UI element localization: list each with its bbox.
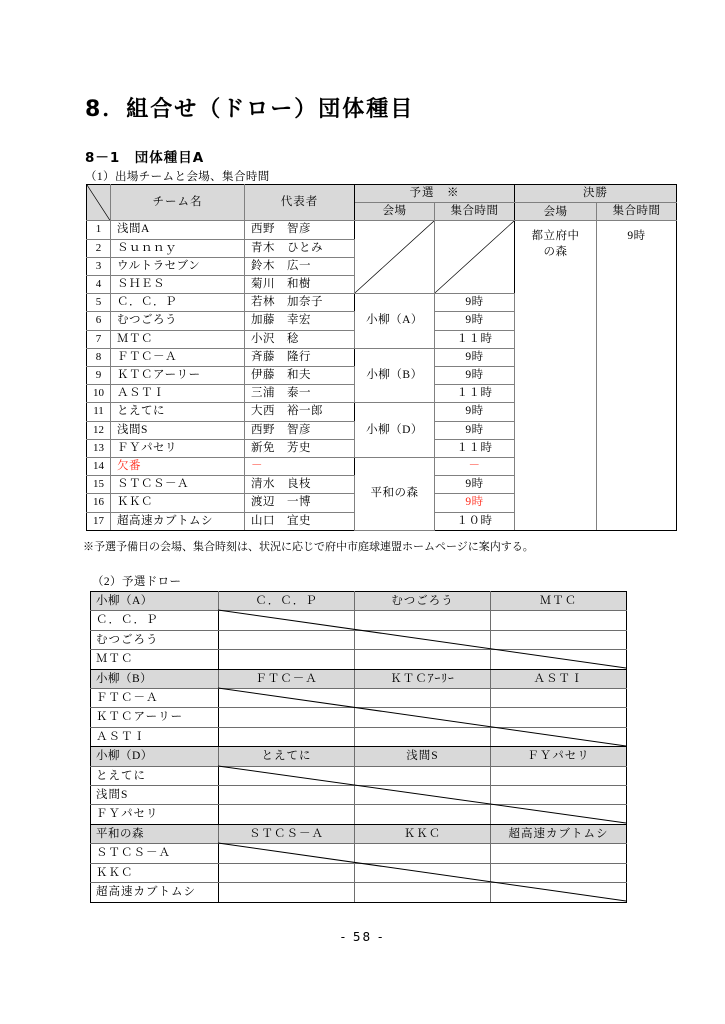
draw-row-label: 浅間S (91, 786, 219, 805)
row-team-name: ＡＳＴＩ (111, 385, 245, 403)
draw-result-cell[interactable] (355, 786, 491, 805)
draw-matrix-row (91, 630, 627, 649)
row-number: 10 (87, 385, 111, 403)
draw-result-cell[interactable] (491, 805, 627, 824)
draw-result-cell[interactable] (219, 689, 355, 708)
row-team-name: むつごろう (111, 312, 245, 330)
prelim-venue-na (355, 221, 435, 294)
prelim-reserve-note: ※予選予備日の会場、集合時刻は、状況に応じで府中市庭球連盟ホームページに案内する。 (83, 541, 534, 553)
draw-column-header: とえてに (219, 747, 355, 766)
row-team-name: ＫＫＣ (111, 494, 245, 512)
draw-group-header-row (91, 824, 627, 843)
header-final-venue: 会場 (515, 203, 597, 221)
draw-group-name: 小柳（A） (91, 592, 219, 611)
row-number: 15 (87, 476, 111, 494)
draw-matrix-row (91, 708, 627, 727)
row-representative: 西野 智彦 (245, 221, 355, 239)
draw-result-cell[interactable] (491, 689, 627, 708)
draw-matrix-row (91, 863, 627, 882)
row-team-name: ＫＴＣアーリー (111, 367, 245, 385)
row-number: 6 (87, 312, 111, 330)
draw-result-cell[interactable] (491, 727, 627, 746)
teams-venue-table (86, 184, 677, 531)
row-representative: 菊川 和樹 (245, 276, 355, 294)
draw-matrix-row (91, 650, 627, 669)
prelim-venue: 平和の森 (355, 458, 435, 531)
draw-result-cell[interactable] (219, 844, 355, 863)
draw-group-header-row (91, 669, 627, 688)
draw-column-header: Ｃ．Ｃ．Ｐ (219, 592, 355, 611)
draw-row-label: ＦＹパセリ (91, 805, 219, 824)
header-team-name: チーム名 (111, 185, 245, 221)
draw-matrix-row (91, 766, 627, 785)
row-representative: 渡辺 一博 (245, 494, 355, 512)
row-representative: 西野 智彦 (245, 421, 355, 439)
row-number: 12 (87, 421, 111, 439)
prelim-meeting-time: 9時 (435, 348, 515, 366)
header-final-time: 集合時間 (597, 203, 677, 221)
prelim-meeting-time: １１時 (435, 330, 515, 348)
draw-row-label: ＦＴＣ－Ａ (91, 689, 219, 708)
row-team-name: ＭＴＣ (111, 330, 245, 348)
draw-column-header: ＫＴＣｱｰﾘｰ (355, 669, 491, 688)
draw-column-header: 浅間S (355, 747, 491, 766)
row-representative: 斉藤 隆行 (245, 348, 355, 366)
row-team-name: 浅間A (111, 221, 245, 239)
draw-column-header: ＦＴＣ－Ａ (219, 669, 355, 688)
prelim-meeting-time: － (435, 458, 515, 476)
draw-result-cell[interactable] (219, 786, 355, 805)
row-number: 11 (87, 403, 111, 421)
row-number: 14 (87, 458, 111, 476)
table-row (87, 221, 677, 239)
row-representative: 新免 芳史 (245, 439, 355, 457)
draw-row-label: ＫＫＣ (91, 863, 219, 882)
row-number: 16 (87, 494, 111, 512)
draw-column-header: ＡＳＴＩ (491, 669, 627, 688)
draw-row-label: ＡＳＴＩ (91, 727, 219, 746)
row-number: 7 (87, 330, 111, 348)
row-number: 8 (87, 348, 111, 366)
draw-result-cell[interactable] (355, 844, 491, 863)
row-number: 13 (87, 439, 111, 457)
row-number: 2 (87, 239, 111, 257)
page-number: - 58 - (340, 930, 385, 944)
row-team-name: 欠番 (111, 458, 245, 476)
draw-row-label: 超高速カブトムシ (91, 883, 219, 902)
draw-result-cell[interactable] (219, 883, 355, 902)
draw-result-cell[interactable] (491, 786, 627, 805)
prelim-meeting-time: 9時 (435, 312, 515, 330)
row-representative: 大西 裕一郎 (245, 403, 355, 421)
draw-row-label: ＭＴＣ (91, 650, 219, 669)
row-team-name: ＦＹパセリ (111, 439, 245, 457)
prelim-meeting-time: １１時 (435, 385, 515, 403)
row-team-name: Ｓｕｎｎｙ (111, 239, 245, 257)
draw-result-cell[interactable] (491, 844, 627, 863)
row-representative: 山口 宜史 (245, 512, 355, 530)
draw-column-header: ＫＫＣ (355, 824, 491, 843)
draw-result-cell[interactable] (491, 708, 627, 727)
draw-result-cell[interactable] (491, 766, 627, 785)
draw-group-name: 小柳（D） (91, 747, 219, 766)
row-number: 9 (87, 367, 111, 385)
row-representative: 青木 ひとみ (245, 239, 355, 257)
draw-result-cell[interactable] (219, 863, 355, 882)
draw-column-header: ＳＴＣＳ－Ａ (219, 824, 355, 843)
prelim-time-na (435, 221, 515, 294)
draw-row-label: とえてに (91, 766, 219, 785)
draw-group-header-row (91, 592, 627, 611)
draw-column-header: ＭＴＣ (491, 592, 627, 611)
prelim-meeting-time: 9時 (435, 421, 515, 439)
draw-result-cell[interactable] (355, 611, 491, 630)
draw-result-cell[interactable] (491, 863, 627, 882)
draw-result-cell[interactable] (491, 611, 627, 630)
row-number: 17 (87, 512, 111, 530)
header-final-group: 決勝 (515, 185, 677, 203)
draw-row-label: Ｃ．Ｃ．Ｐ (91, 611, 219, 630)
row-number: 1 (87, 221, 111, 239)
draw-result-cell[interactable] (219, 630, 355, 649)
row-number: 5 (87, 294, 111, 312)
header-prelim-group: 予選 ※ (355, 185, 515, 203)
row-team-name: とえてに (111, 403, 245, 421)
page-title: 8．組合せ（ドロー）団体種目 (85, 97, 415, 122)
corner-diagonal-cell (87, 185, 111, 221)
prelim-meeting-time: 9時 (435, 403, 515, 421)
draw-group-name: 小柳（B） (91, 669, 219, 688)
draw-result-cell[interactable] (355, 727, 491, 746)
draw-result-cell[interactable] (491, 883, 627, 902)
draw-row-label: ＳＴＣＳ－Ａ (91, 844, 219, 863)
table-header-row-1 (87, 185, 677, 203)
row-representative: 清水 良枝 (245, 476, 355, 494)
section-title: 8－1 団体種目A (85, 150, 205, 166)
row-representative: 加藤 幸宏 (245, 312, 355, 330)
draw-result-cell[interactable] (355, 883, 491, 902)
draw-column-header: ＦＹパセリ (491, 747, 627, 766)
draw-result-cell[interactable] (491, 630, 627, 649)
prelim-meeting-time: 9時 (435, 476, 515, 494)
subsection-2-title: （2）予選ドロー (92, 576, 182, 588)
draw-result-cell[interactable] (219, 708, 355, 727)
draw-result-cell[interactable] (219, 650, 355, 669)
row-representative: 若林 加奈子 (245, 294, 355, 312)
row-team-name: Ｃ．Ｃ．Ｐ (111, 294, 245, 312)
final-meeting-time: 9時 (597, 221, 677, 530)
row-team-name: 浅間S (111, 421, 245, 439)
prelim-meeting-time: 9時 (435, 294, 515, 312)
row-team-name: ＳＴＣＳ－Ａ (111, 476, 245, 494)
draw-column-header: 超高速カブトムシ (491, 824, 627, 843)
prelim-meeting-time: 9時 (435, 494, 515, 512)
row-representative: 伊藤 和夫 (245, 367, 355, 385)
draw-result-cell[interactable] (355, 630, 491, 649)
draw-result-cell[interactable] (355, 689, 491, 708)
prelim-meeting-time: １１時 (435, 439, 515, 457)
prelim-venue: 小柳（A） (355, 294, 435, 349)
draw-matrix-row (91, 689, 627, 708)
prelim-meeting-time: １０時 (435, 512, 515, 530)
prelim-venue: 小柳（B） (355, 348, 435, 403)
prelim-meeting-time: 9時 (435, 367, 515, 385)
draw-column-header: むつごろう (355, 592, 491, 611)
draw-result-cell[interactable] (219, 727, 355, 746)
row-team-name: ウルトラセブン (111, 257, 245, 275)
draw-group-name: 平和の森 (91, 824, 219, 843)
draw-group-header-row (91, 747, 627, 766)
subsection-1-title: （1）出場チームと会場、集合時間 (85, 171, 270, 183)
draw-result-cell[interactable] (355, 805, 491, 824)
row-team-name: 超高速カブトムシ (111, 512, 245, 530)
row-representative: － (245, 458, 355, 476)
row-number: 4 (87, 276, 111, 294)
final-venue: 都立府中 の森 (515, 221, 597, 530)
draw-result-cell[interactable] (355, 863, 491, 882)
draw-matrix-row (91, 844, 627, 863)
draw-result-cell[interactable] (491, 650, 627, 669)
draw-matrix-row (91, 805, 627, 824)
row-representative: 小沢 稔 (245, 330, 355, 348)
draw-row-label: ＫＴＣアーリー (91, 708, 219, 727)
draw-row-label: むつごろう (91, 630, 219, 649)
header-prelim-time: 集合時間 (435, 203, 515, 221)
draw-matrix-row (91, 883, 627, 902)
draw-result-cell[interactable] (355, 650, 491, 669)
row-representative: 三浦 泰一 (245, 385, 355, 403)
draw-result-cell[interactable] (219, 805, 355, 824)
header-representative: 代表者 (245, 185, 355, 221)
draw-matrix-row (91, 727, 627, 746)
preliminary-draw-table (90, 591, 627, 903)
prelim-venue: 小柳（D） (355, 403, 435, 458)
draw-matrix-row (91, 611, 627, 630)
draw-result-cell[interactable] (219, 766, 355, 785)
header-prelim-venue: 会場 (355, 203, 435, 221)
draw-matrix-row (91, 786, 627, 805)
row-number: 3 (87, 257, 111, 275)
row-team-name: ＳＨＥＳ (111, 276, 245, 294)
draw-result-cell[interactable] (355, 766, 491, 785)
draw-result-cell[interactable] (355, 708, 491, 727)
row-team-name: ＦＴＣ－Ａ (111, 348, 245, 366)
draw-result-cell[interactable] (219, 611, 355, 630)
row-representative: 鈴木 広一 (245, 257, 355, 275)
